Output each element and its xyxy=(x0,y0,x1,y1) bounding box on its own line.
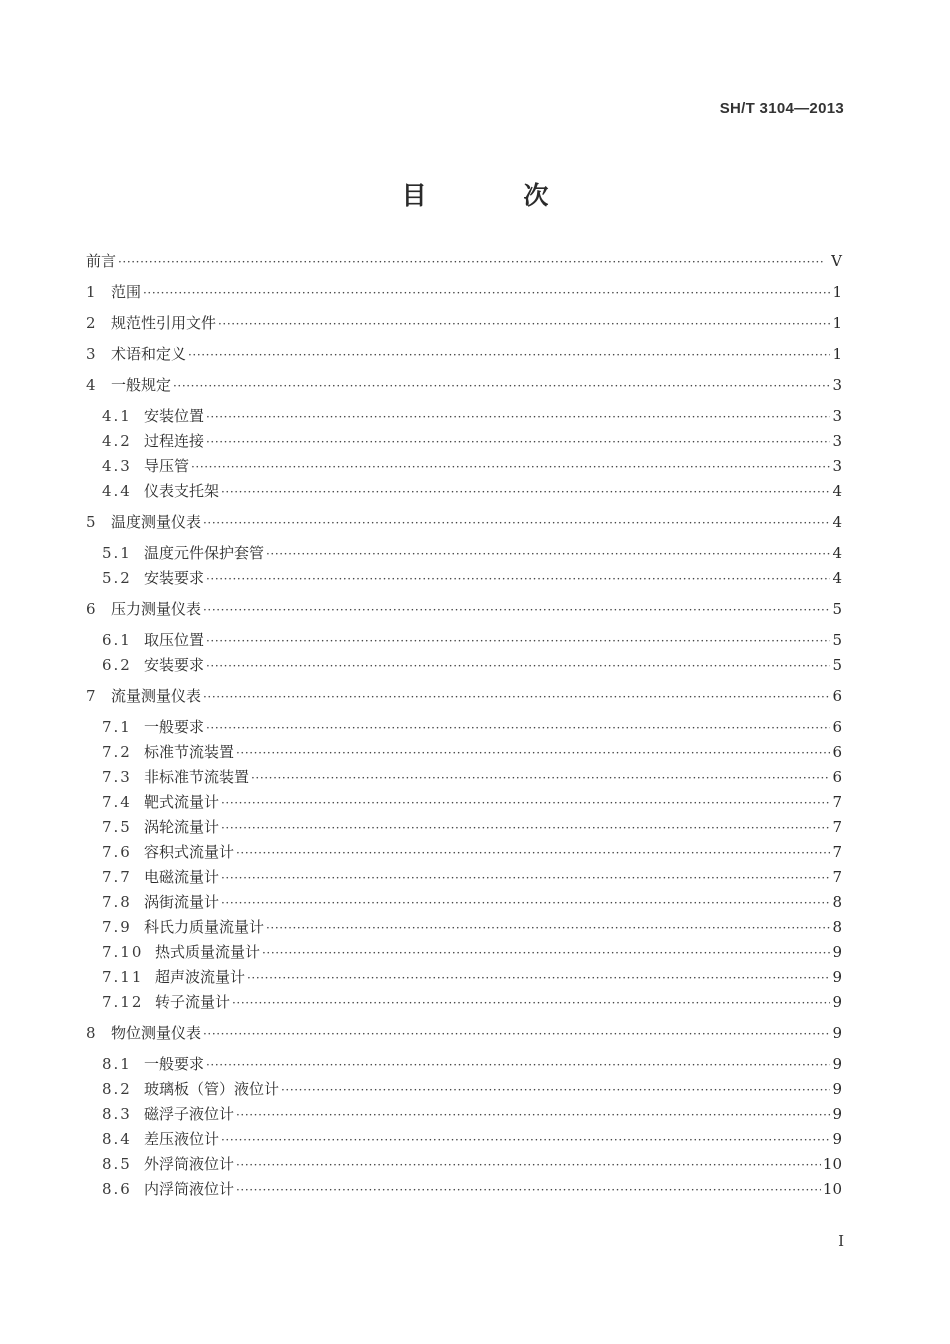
dot-leader xyxy=(206,570,830,589)
dot-leader xyxy=(221,1131,830,1150)
toc-entry-number: 7.7 xyxy=(102,868,132,886)
dot-leader xyxy=(221,483,830,502)
toc-entry-label: 术语和定义 xyxy=(111,345,187,363)
toc-chapter-entry[interactable] xyxy=(86,314,842,338)
page-title: 目 次 xyxy=(401,181,593,210)
toc-entry-page: 9 xyxy=(832,1024,842,1042)
document-code: SH/T 3104—2013 xyxy=(719,100,844,117)
toc-entry-page: 9 xyxy=(832,1130,842,1148)
toc-entry-number: 6.2 xyxy=(102,656,132,674)
toc-entry-label: 玻璃板（管）液位计 xyxy=(144,1080,280,1098)
dot-leader xyxy=(281,1081,830,1100)
toc-section-entry[interactable] xyxy=(86,1105,842,1129)
dot-leader xyxy=(206,657,830,676)
toc-entry-number: 7.4 xyxy=(102,793,132,811)
toc-chapter-entry[interactable] xyxy=(86,283,842,307)
toc-entry-label: 一般规定 xyxy=(111,376,172,394)
toc-entry-number: 5 xyxy=(86,513,96,531)
toc-entry-page: 5 xyxy=(832,656,842,674)
toc-entry-page: 10 xyxy=(822,1155,842,1173)
toc-chapter-entry[interactable] xyxy=(86,345,842,369)
toc-entry-label: 压力测量仪表 xyxy=(111,600,202,618)
toc-entry-page: 8 xyxy=(832,893,842,911)
toc-entry-page: 3 xyxy=(832,457,842,475)
toc-entry-number: 8.5 xyxy=(102,1155,132,1173)
toc-entry-number: 4.2 xyxy=(102,432,132,450)
dot-leader xyxy=(206,719,830,738)
dot-leader xyxy=(236,744,830,763)
toc-entry-number: 1 xyxy=(86,283,96,301)
toc-entry-label: 安装要求 xyxy=(144,569,205,587)
toc-section-entry[interactable] xyxy=(86,569,842,593)
dot-leader xyxy=(173,377,830,396)
toc-entry-page: 6 xyxy=(832,743,842,761)
toc-entry-page: 6 xyxy=(832,687,842,705)
toc-entry-page: 3 xyxy=(832,432,842,450)
dot-leader xyxy=(206,632,830,651)
toc-chapter-entry[interactable] xyxy=(86,252,842,276)
toc-entry-label: 温度元件保护套管 xyxy=(144,544,265,562)
dot-leader xyxy=(266,545,830,564)
toc-section-entry[interactable] xyxy=(86,457,842,481)
toc-entry-page: 4 xyxy=(832,513,842,531)
dot-leader xyxy=(203,601,830,620)
toc-entry-page: 6 xyxy=(832,768,842,786)
toc-entry-number: 7.6 xyxy=(102,843,132,861)
toc-entry-number: 8 xyxy=(86,1024,96,1042)
toc-entry-page: 3 xyxy=(832,407,842,425)
toc-entry-number: 7.9 xyxy=(102,918,132,936)
toc-entry-label: 标准节流装置 xyxy=(144,743,235,761)
dot-leader xyxy=(232,994,830,1013)
dot-leader xyxy=(191,458,830,477)
toc-entry-page: 3 xyxy=(832,376,842,394)
toc-entry-page: 7 xyxy=(832,868,842,886)
toc-entry-label: 导压管 xyxy=(144,457,190,475)
dot-leader xyxy=(218,315,830,334)
toc-entry-label: 物位测量仪表 xyxy=(111,1024,202,1042)
toc-entry-label: 热式质量流量计 xyxy=(155,943,261,961)
toc-entry-number: 7.1 xyxy=(102,718,132,736)
toc-entry-number: 4.1 xyxy=(102,407,132,425)
toc-entry-page: 9 xyxy=(832,993,842,1011)
toc-entry-page: 4 xyxy=(832,569,842,587)
toc-entry-number: 7.12 xyxy=(102,993,144,1011)
toc-section-entry[interactable] xyxy=(86,793,842,817)
toc-section-entry[interactable] xyxy=(86,1130,842,1154)
toc-section-entry[interactable] xyxy=(86,718,842,742)
table-of-contents xyxy=(86,250,842,1204)
dot-leader xyxy=(206,433,830,452)
dot-leader xyxy=(236,1156,821,1175)
toc-entry-page: 9 xyxy=(832,968,842,986)
toc-entry-page: 1 xyxy=(832,314,842,332)
toc-section-entry[interactable] xyxy=(86,893,842,917)
dot-leader xyxy=(206,1056,830,1075)
toc-chapter-entry[interactable] xyxy=(86,687,842,711)
toc-entry-page: 7 xyxy=(832,818,842,836)
toc-entry-page: 1 xyxy=(832,345,842,363)
toc-section-entry[interactable] xyxy=(86,656,842,680)
toc-entry-label: 转子流量计 xyxy=(155,993,231,1011)
toc-entry-label: 靶式流量计 xyxy=(144,793,220,811)
toc-entry-label: 涡街流量计 xyxy=(144,893,220,911)
toc-entry-page: 5 xyxy=(832,631,842,649)
toc-entry-label: 外浮筒液位计 xyxy=(144,1155,235,1173)
toc-entry-number: 3 xyxy=(86,345,96,363)
toc-section-entry[interactable] xyxy=(86,482,842,506)
dot-leader xyxy=(236,844,830,863)
toc-section-entry[interactable] xyxy=(86,743,842,767)
toc-section-entry[interactable] xyxy=(86,407,842,431)
toc-entry-page: 5 xyxy=(832,600,842,618)
toc-section-entry[interactable] xyxy=(86,968,842,992)
toc-entry-number: 5.1 xyxy=(102,544,132,562)
toc-section-entry[interactable] xyxy=(86,631,842,655)
toc-entry-label: 一般要求 xyxy=(144,718,205,736)
toc-entry-label: 内浮筒液位计 xyxy=(144,1180,235,1198)
dot-leader xyxy=(188,346,830,365)
toc-entry-label: 仪表支托架 xyxy=(144,482,220,500)
toc-entry-page: 9 xyxy=(832,1080,842,1098)
toc-entry-label: 安装位置 xyxy=(144,407,205,425)
toc-entry-page: 1 xyxy=(832,283,842,301)
toc-entry-number: 7.5 xyxy=(102,818,132,836)
page-number: I xyxy=(838,1232,844,1250)
toc-entry-number: 6.1 xyxy=(102,631,132,649)
toc-entry-number: 7.8 xyxy=(102,893,132,911)
toc-section-entry[interactable] xyxy=(86,1180,842,1204)
dot-leader xyxy=(203,688,830,707)
toc-section-entry[interactable] xyxy=(86,1055,842,1079)
toc-entry-number: 4.4 xyxy=(102,482,132,500)
toc-chapter-entry[interactable] xyxy=(86,600,842,624)
toc-entry-number: 8.4 xyxy=(102,1130,132,1148)
toc-chapter-entry[interactable] xyxy=(86,376,842,400)
toc-entry-page: 9 xyxy=(832,1055,842,1073)
toc-entry-number: 6 xyxy=(86,600,96,618)
dot-leader xyxy=(236,1106,830,1125)
toc-entry-number: 8.3 xyxy=(102,1105,132,1123)
toc-entry-label: 磁浮子液位计 xyxy=(144,1105,235,1123)
toc-chapter-entry[interactable] xyxy=(86,513,842,537)
toc-entry-number: 8.1 xyxy=(102,1055,132,1073)
toc-entry-label: 安装要求 xyxy=(144,656,205,674)
toc-section-entry[interactable] xyxy=(86,993,842,1017)
toc-entry-label: 范围 xyxy=(111,283,142,301)
toc-entry-number: 8.2 xyxy=(102,1080,132,1098)
toc-entry-page: V xyxy=(831,252,842,270)
toc-entry-page: 9 xyxy=(832,943,842,961)
dot-leader xyxy=(221,894,830,913)
toc-entry-label: 超声波流量计 xyxy=(155,968,246,986)
toc-entry-number: 7.10 xyxy=(102,943,144,961)
toc-entry-number: 7.11 xyxy=(102,968,144,986)
dot-leader xyxy=(251,769,830,788)
toc-entry-number: 7 xyxy=(86,687,96,705)
toc-entry-page: 4 xyxy=(832,544,842,562)
dot-leader xyxy=(247,969,830,988)
dot-leader xyxy=(221,869,830,888)
toc-entry-page: 4 xyxy=(832,482,842,500)
toc-entry-label: 科氏力质量流量计 xyxy=(144,918,265,936)
toc-entry-page: 10 xyxy=(822,1180,842,1198)
dot-leader xyxy=(221,794,830,813)
toc-entry-label: 涡轮流量计 xyxy=(144,818,220,836)
toc-entry-number: 5.2 xyxy=(102,569,132,587)
toc-entry-page: 9 xyxy=(832,1105,842,1123)
toc-entry-label: 流量测量仪表 xyxy=(111,687,202,705)
toc-entry-page: 7 xyxy=(832,793,842,811)
dot-leader xyxy=(266,919,830,938)
toc-entry-label: 差压液位计 xyxy=(144,1130,220,1148)
toc-section-entry[interactable] xyxy=(86,1080,842,1104)
toc-entry-page: 7 xyxy=(832,843,842,861)
toc-entry-number: 7.3 xyxy=(102,768,132,786)
dot-leader xyxy=(262,944,830,963)
toc-chapter-entry[interactable] xyxy=(86,1024,842,1048)
dot-leader xyxy=(203,1025,830,1044)
toc-entry-label: 电磁流量计 xyxy=(144,868,220,886)
toc-entry-label: 过程连接 xyxy=(144,432,205,450)
toc-entry-number: 2 xyxy=(86,314,96,332)
toc-entry-label: 容积式流量计 xyxy=(144,843,235,861)
toc-entry-label: 非标准节流装置 xyxy=(144,768,250,786)
toc-section-entry[interactable] xyxy=(86,868,842,892)
toc-entry-label: 规范性引用文件 xyxy=(111,314,217,332)
toc-entry-label: 取压位置 xyxy=(144,631,205,649)
dot-leader xyxy=(118,253,829,272)
toc-entry-number: 4.3 xyxy=(102,457,132,475)
toc-section-entry[interactable] xyxy=(86,843,842,867)
toc-entry-number: 4 xyxy=(86,376,96,394)
toc-section-entry[interactable] xyxy=(86,818,842,842)
dot-leader xyxy=(236,1181,821,1200)
toc-entry-label: 温度测量仪表 xyxy=(111,513,202,531)
toc-entry-label: 前言 xyxy=(86,252,117,270)
toc-section-entry[interactable] xyxy=(86,432,842,456)
toc-entry-page: 8 xyxy=(832,918,842,936)
dot-leader xyxy=(206,408,830,427)
toc-section-entry[interactable] xyxy=(86,918,842,942)
dot-leader xyxy=(221,819,830,838)
toc-section-entry[interactable] xyxy=(86,768,842,792)
toc-entry-label: 一般要求 xyxy=(144,1055,205,1073)
toc-section-entry[interactable] xyxy=(86,943,842,967)
toc-section-entry[interactable] xyxy=(86,1155,842,1179)
toc-section-entry[interactable] xyxy=(86,544,842,568)
toc-entry-number: 7.2 xyxy=(102,743,132,761)
toc-entry-page: 6 xyxy=(832,718,842,736)
dot-leader xyxy=(203,514,830,533)
toc-entry-number: 8.6 xyxy=(102,1180,132,1198)
dot-leader xyxy=(143,284,830,303)
